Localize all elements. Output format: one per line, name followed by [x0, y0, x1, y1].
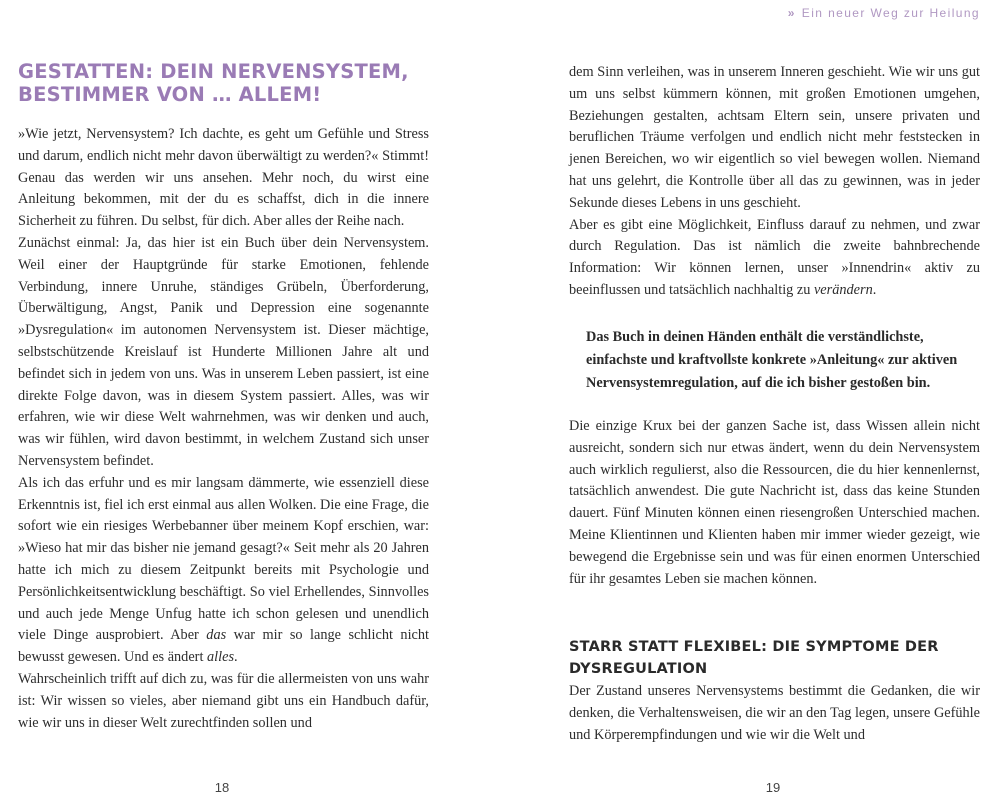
section-title-line-2: DYSREGULATION	[569, 661, 708, 677]
paragraph: Die einzige Krux bei der ganzen Sache ist, dass Wissen allein nicht ausreicht, sondern sich nur etwas ändert, wenn du dein Nervensystem auch wirklich regulierst, also die Ressourcen, die du hier kennenlernst, tatsächlich anwendest. Die gute Nachricht ist, dass das keine Stunden dauert. Fünf Minuten können einen riesengroßen Unterschied machen. Meine Klientinnen und Klienten haben mir immer wieder gezeigt, wie bewegend die Ergebnisse sein und was für einen enormen Unterschied für ihr gesamtes Leben sie machen können.	[569, 418, 980, 587]
callout-line-1: Das Buch in deinen Händen enthält die verständlichste,	[586, 329, 924, 345]
paragraph: dem Sinn verleihen, was in unserem Inneren geschieht. Wie wir uns gut um uns selbst kümmern können, mit großen Emotionen umgehen, Beziehungen gestalten, achtsam Eltern sein, unsere privaten und beruflichen Träume verfolgen und endlich nicht mehr feststecken in jenen Bereichen, wo wir eigentlich so viel bewegen wollen. Niemand hat uns gelehrt, die Kontrolle über all das zu gewinnen, was in jeder Sekunde dieses Lebens in uns geschieht.	[569, 64, 980, 211]
callout-line-3: Nervensystemregulation, auf die ich bisher gestoßen bin.	[586, 375, 931, 391]
right-body-text	[569, 62, 980, 302]
paragraph: Wahrscheinlich trifft auf dich zu, was für die allermeisten von uns wahr ist: Wir wissen so vieles, aber niemand gibt uns ein Handbuch dafür, wie wir uns in dieser Welt zurechtfinden sollen und	[18, 670, 429, 731]
paragraph	[569, 215, 980, 302]
paragraph: Zunächst einmal: Ja, das hier ist ein Buch über dein Nervensystem. Weil einer der Hauptgründe für starke Emotionen, fehlende Verbindung, innere Unruhe, ständiges Grübeln, Überforderung, Überwältigung, Angst, Panik und Depression eine sogenannte »Dysregulation« im autonomen Nervensystem ist. Dieser mächtige, selbstschützende Kreislauf ist Hunderte Millionen Jahre alt und befindet sich in jedem von uns. Was in unserem Leben passiert, ist eine direkte Folge davon, was in diesem System passiert. Alles, was wir erfahren, wie wir diese Welt wahrnehmen, was wir denken und auch, was wir fühlen, wird davon bestimmt, in welchem Zustand sich unser Nervensystem befindet.	[18, 234, 429, 469]
page-number: 19	[765, 780, 781, 795]
section-title	[569, 636, 989, 680]
left-body-text	[18, 124, 429, 734]
running-header-title: Ein neuer Weg zur Heilung	[801, 6, 980, 20]
paragraph-text: .	[872, 281, 877, 298]
callout-line-2: einfachste und kraftvollste konkrete »Anleitung« zur aktiven	[586, 352, 958, 368]
paragraph-text: war mir so lange schlicht nicht bewusst gewesen. Und es ändert	[18, 627, 430, 666]
section-title-line-1: STARR STATT FLEXIBEL: DIE SYMPTOME DER	[569, 639, 939, 655]
paragraph	[18, 473, 429, 669]
page-number: 18	[214, 780, 230, 795]
chapter-title	[18, 60, 458, 106]
paragraph-text: .	[234, 649, 238, 666]
chapter-title-line-1: GESTATTEN: DEIN NERVENSYSTEM,	[18, 60, 409, 83]
emphasis: das	[206, 627, 227, 644]
highlight-callout	[586, 326, 986, 395]
paragraph-text: Aber es gibt eine Möglichkeit, Einfluss darauf zu nehmen, und zwar durch Regulation. Das ist nämlich die zweite bahnbrechende Information: Wir können lernen, unser »Innendrin« aktiv zu beeinflussen und tatsächlich nachhaltig zu	[569, 216, 980, 298]
right-page	[500, 0, 1000, 800]
right-body-text-3	[569, 681, 980, 746]
running-header-marker: »	[787, 6, 796, 20]
emphasis: alles	[207, 649, 235, 666]
chapter-title-line-2: BESTIMMER VON … ALLEM!	[18, 83, 322, 106]
paragraph-text: Als ich das erfuhr und es mir langsam dämmerte, wie essenziell diese Erkenntnis ist, fiel ich erst einmal aus allen Wolken. Die eine Frage, die sofort wie ein riesiges Werbebanner über meinem Kopf erschien, war: »Wieso hat mir das bisher nie jemand gesagt?« Seit mehr als 20 Jahren hatte ich mich zu diesem Zeitpunkt bereits mit Psychologie und Persönlichkeitsentwicklung beschäftigt. So viel Erhellendes, Sinnvolles und auch jede Menge Unfug hatte ich schon gelesen und unendlich viele Dinge ausprobiert. Aber	[18, 474, 429, 644]
right-body-text-2	[569, 416, 980, 590]
emphasis: verändern	[813, 281, 873, 298]
paragraph: Der Zustand unseres Nervensystems bestimmt die Gedanken, die wir denken, die Verhaltensweisen, die wir an den Tag legen, unsere Gefühle und Körperempfindungen und wie wir die Welt und	[569, 683, 980, 743]
running-header	[788, 6, 980, 20]
paragraph: »Wie jetzt, Nervensystem? Ich dachte, es geht um Gefühle und Stress und darum, endlich nicht mehr davon überwältigt zu werden?« Stimmt! Genau das werden wir uns ansehen. Mehr noch, du wirst eine Anleitung bekommen, mit der du es schaffst, dich in die innere Sicherheit zu führen. Du selbst, für dich. Aber alles der Reihe nach.	[18, 126, 429, 230]
